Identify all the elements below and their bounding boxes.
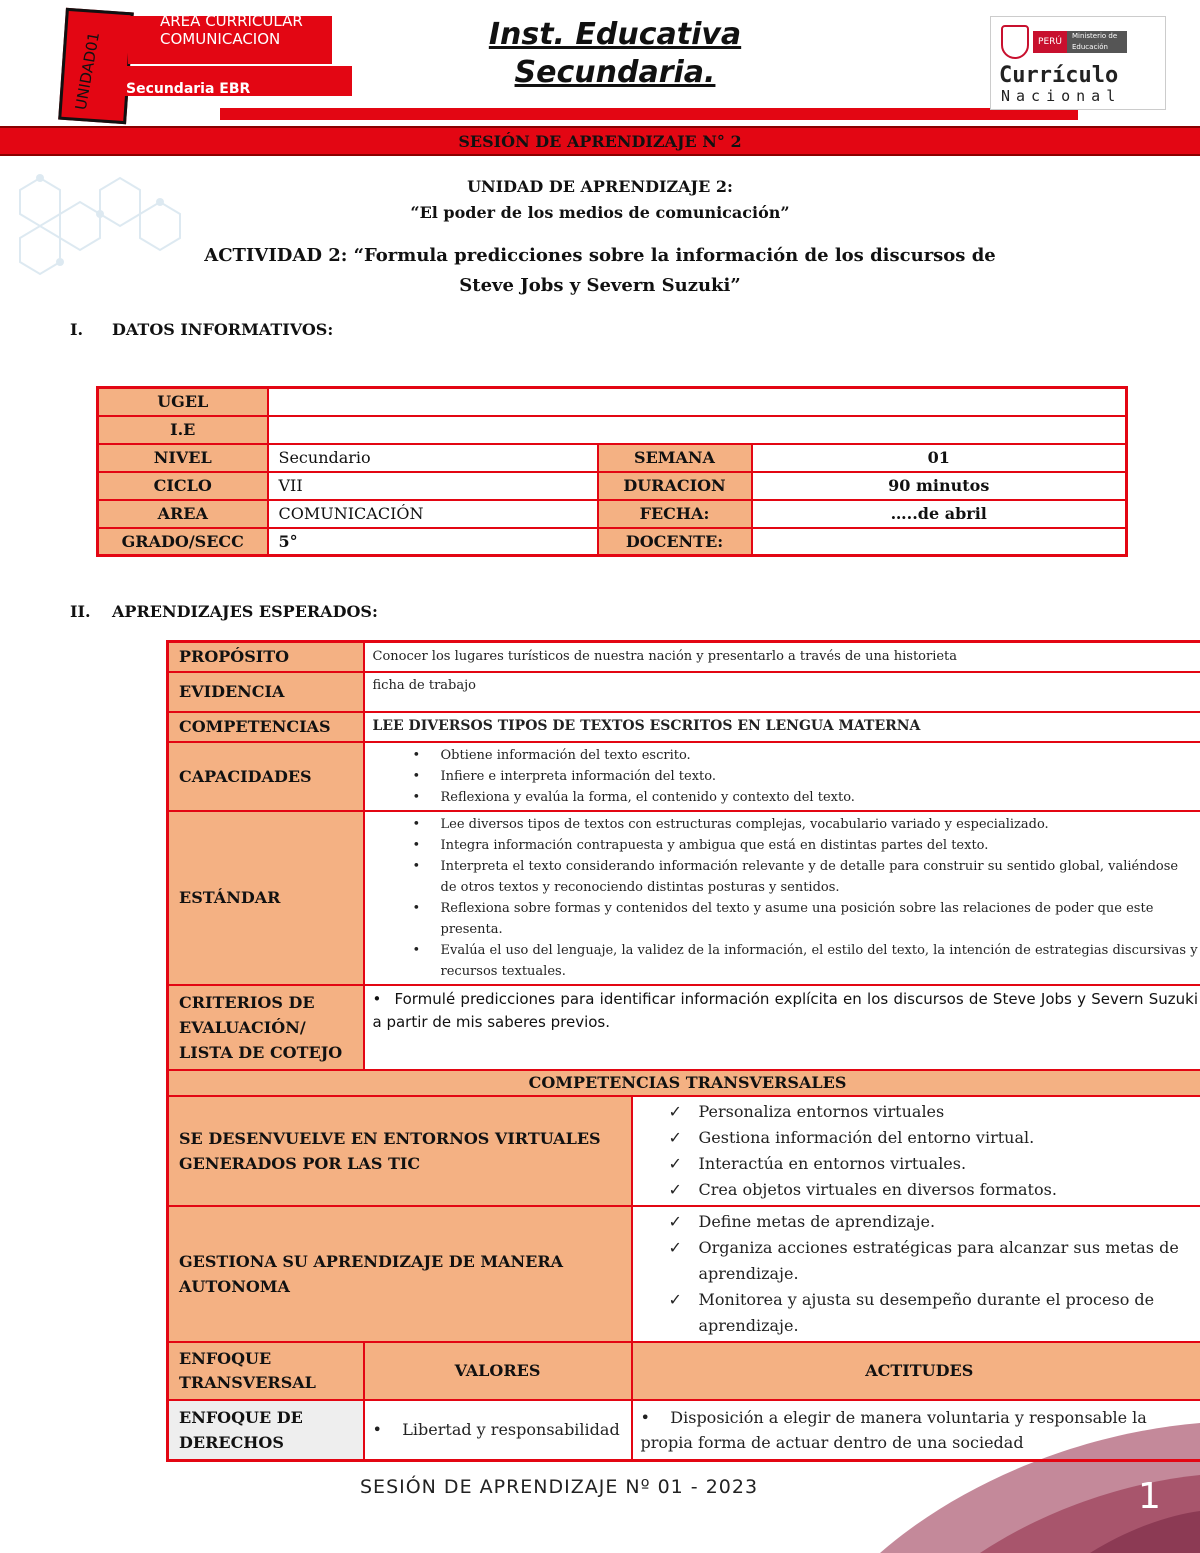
ie-value <box>268 416 1127 444</box>
list-item: ✓ Crea objetos virtuales en diversos formatos. <box>641 1177 1199 1203</box>
activity-title <box>150 241 1050 301</box>
evidencia-value: ficha de trabajo <box>364 672 1200 712</box>
unit-heading: UNIDAD DE APRENDIZAJE 2: <box>467 177 733 196</box>
list-item: • Lee diversos tipos de textos con estructuras complejas, vocabulario variado y especializado. <box>373 814 1199 835</box>
area-value: COMUNICACIÓN <box>268 500 598 528</box>
autonomo-cell <box>632 1206 1200 1342</box>
section-datos-heading <box>70 320 333 339</box>
duracion-value: 90 minutos <box>752 472 1127 500</box>
nivel-value: Secundario <box>268 444 598 472</box>
unit-tag: UNIDAD01 <box>71 30 104 112</box>
list-item: ✓ Personaliza entornos virtuales <box>641 1099 1199 1125</box>
logo-brand-sub: Nacional <box>1001 87 1122 105</box>
nivel-label: NIVEL <box>98 444 268 472</box>
ciclo-label: CICLO <box>98 472 268 500</box>
proposito-label: PROPÓSITO <box>168 642 364 672</box>
school-title: Inst. Educativa Secundaria. <box>488 17 742 90</box>
area-curricular-label: AREA CURRICULAR COMUNICACION <box>160 12 303 48</box>
list-item: ✓ Monitorea y ajusta su desempeño durante el proceso de aprendizaje. <box>641 1287 1199 1339</box>
actitudes-value: Disposición a elegir de manera voluntaria y responsable la propia forma de actuar dentro de una sociedad <box>640 1407 1147 1452</box>
ciclo-value: VII <box>268 472 598 500</box>
actitudes-cell <box>632 1400 1200 1461</box>
unit-subtitle: “El poder de los medios de comunicación” <box>410 203 790 222</box>
datos-informativos-table <box>96 386 1128 557</box>
list-item: • Interpreta el texto considerando información relevante y de detalle para construir su sentido global, valiéndose de otros textos y reconociendo distintas posturas y sentidos. <box>373 856 1199 898</box>
estandar-cell <box>364 811 1200 985</box>
list-item: • Reflexiona y evalúa la forma, el contenido y contexto del texto. <box>373 787 1199 808</box>
tic-list <box>641 1099 1199 1203</box>
ugel-value <box>268 388 1127 416</box>
estandar-label: ESTÁNDAR <box>168 811 364 985</box>
fecha-value: …..de abril <box>752 500 1127 528</box>
semana-value: 01 <box>752 444 1127 472</box>
semana-label: SEMANA <box>598 444 752 472</box>
section-number: II. <box>70 602 91 621</box>
activity-line-2: Steve Jobs y Severn Suzuki” <box>459 275 741 296</box>
footer-session-label: SESIÓN DE APRENDIZAJE Nº 01 - 2023 <box>360 1476 759 1498</box>
list-item: ✓ Define metas de aprendizaje. <box>641 1209 1199 1235</box>
tic-cell <box>632 1096 1200 1206</box>
capacidades-cell <box>364 742 1200 811</box>
ugel-label: UGEL <box>98 388 268 416</box>
bullet-icon: • <box>372 989 382 1008</box>
fecha-label: FECHA: <box>598 500 752 528</box>
enfoque-value: ENFOQUE DE DERECHOS <box>168 1400 364 1461</box>
estandar-list <box>373 814 1199 982</box>
enfoque-header: ENFOQUE TRANSVERSAL <box>168 1342 364 1400</box>
autonomo-label: GESTIONA SU APRENDIZAJE DE MANERA AUTONOMA <box>168 1206 632 1342</box>
valores-header: VALORES <box>364 1342 632 1400</box>
list-item: • Infiere e interpreta información del texto. <box>373 766 1199 787</box>
competencias-transversales-title: COMPETENCIAS TRANSVERSALES <box>168 1070 1200 1096</box>
grado-label: GRADO/SECC <box>98 528 268 556</box>
unit-heading-block <box>0 174 1200 226</box>
criterios-label: CRITERIOS DE EVALUACIÓN/ LISTA DE COTEJO <box>168 985 364 1070</box>
logo-brand: Currículo <box>999 63 1119 88</box>
grado-value: 5° <box>268 528 598 556</box>
bullet-icon: • <box>640 1407 671 1427</box>
criterios-value: Formulé predicciones para identificar información explícita en los discursos de Steve Jobs y Severn Suzuki a partir de mis saberes previos. <box>372 989 1198 1031</box>
valores-value: Libertad y responsabilidad <box>402 1420 620 1439</box>
section-title: DATOS INFORMATIVOS: <box>112 320 334 339</box>
list-item: • Evalúa el uso del lenguaje, la validez de la información, el estilo del texto, la intención de estrategias discursivas y recursos textuales. <box>373 940 1199 982</box>
competencias-value: LEE DIVERSOS TIPOS DE TEXTOS ESCRITOS EN LENGUA MATERNA <box>364 712 1200 742</box>
header-divider <box>220 108 1078 120</box>
session-title-bar: SESIÓN DE APRENDIZAJE N° 2 <box>0 126 1200 156</box>
docente-value <box>752 528 1127 556</box>
logo-ministry: Ministerio de Educación <box>1067 31 1127 53</box>
list-item: • Reflexiona sobre formas y contenidos del texto y asume una posición sobre las relaciones de poder que este presenta. <box>373 898 1199 940</box>
area-label: AREA <box>98 500 268 528</box>
activity-line-1: ACTIVIDAD 2: “Formula predicciones sobre la información de los discursos de <box>204 245 996 266</box>
section-number: I. <box>70 320 84 339</box>
logo-country: PERÚ <box>1033 31 1067 53</box>
shield-icon <box>1001 25 1029 59</box>
duracion-label: DURACION <box>598 472 752 500</box>
valores-cell <box>364 1400 632 1461</box>
autonomo-list <box>641 1209 1199 1339</box>
capacidades-list <box>373 745 1199 808</box>
actitudes-header: ACTITUDES <box>632 1342 1200 1400</box>
tic-label: SE DESENVUELVE EN ENTORNOS VIRTUALES GENERADOS POR LAS TIC <box>168 1096 632 1206</box>
evidencia-label: EVIDENCIA <box>168 672 364 712</box>
proposito-value: Conocer los lugares turísticos de nuestra nación y presentarlo a través de una historieta <box>364 642 1200 672</box>
bullet-icon: • <box>372 1420 403 1439</box>
competencias-label: COMPETENCIAS <box>168 712 364 742</box>
list-item: • Integra información contrapuesta y ambigua que está en distintas partes del texto. <box>373 835 1199 856</box>
page-number: 1 <box>1138 1476 1161 1517</box>
list-item: ✓ Gestiona información del entorno virtual. <box>641 1125 1199 1151</box>
level-label: Secundaria EBR <box>126 81 251 97</box>
list-item: ✓ Organiza acciones estratégicas para alcanzar sus metas de aprendizaje. <box>641 1235 1199 1287</box>
curriculo-nacional-logo <box>990 16 1166 110</box>
section-title: APRENDIZAJES ESPERADOS: <box>112 602 378 621</box>
list-item: ✓ Interactúa en entornos virtuales. <box>641 1151 1199 1177</box>
section-aprendizajes-heading <box>70 602 378 621</box>
aprendizajes-table <box>166 640 1200 1462</box>
docente-label: DOCENTE: <box>598 528 752 556</box>
list-item: • Obtiene información del texto escrito. <box>373 745 1199 766</box>
criterios-cell <box>364 985 1200 1070</box>
ie-label: I.E <box>98 416 268 444</box>
capacidades-label: CAPACIDADES <box>168 742 364 811</box>
